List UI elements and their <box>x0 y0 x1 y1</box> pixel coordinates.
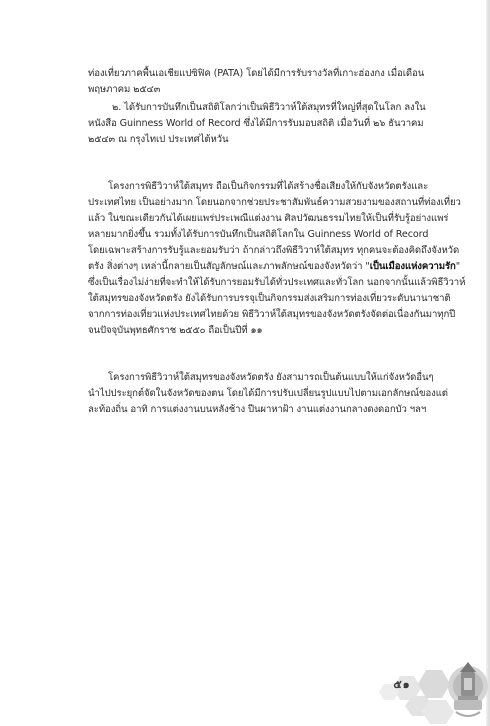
text-line: ละท้องถิ่น อาทิ การแต่งงานบนหลังช้าง ปีนผาหาฝ้า งานแต่งงานกลางดงดอกบัว ฯลฯ <box>88 404 427 415</box>
text-line: จากการท่องเที่ยวแห่งประเทศไทยด้วย พิธีวิวาห์ใต้สมุทรของจังหวัดตรังจัดต่อเนื่องกันมาทุกปี <box>88 309 456 320</box>
text-line: หนังสือ Guinness World of Record ซึ่งได้มีการรับมอบสถิติ เมื่อวันที่ ๒๖ ธันวาคม <box>88 118 424 129</box>
text-line: หลายมากยิ่งขึ้น รวมทั้งได้รับการบันทึกเป็นสถิติโลกใน Guinness World of Record <box>88 229 429 240</box>
footer-emblem-decoration <box>360 640 490 726</box>
text-line: ๒. ได้รับการบันทึกเป็นสถิติโลกว่าเป็นพิธีวิวาห์ใต้สมุทรที่ใหญ่ที่สุดในโลก ลงใน <box>112 102 426 113</box>
text-line: จนปัจจุบันพุทธศักราช ๒๕๕๐ ถือเป็นปีที่ ๑๑ <box>88 325 263 336</box>
text-line: แล้ว ในขณะเดียวกันได้เผยแพร่ประเพณีแต่งงาน ศิลปวัฒนธรรมไทยให้เป็นที่รับรู้อย่างแพร่ <box>88 213 449 224</box>
text-line: นำไปประยุกต์จัดในจังหวัดของตน โดยได้มีการปรับเปลี่ยนรูปแบบไปตามเอกลักษณ์ของแต่ <box>88 388 448 399</box>
page-number: ๕๑ <box>393 678 411 691</box>
text-line: โดยเฉพาะสร้างการรับรู้และยอมรับว่า ถ้ากล่าวถึงพิธีวิวาห์ใต้สมุทร ทุกคนจะต้องคิดถึงจังหวัด <box>88 245 460 256</box>
text-line: โครงการพิธีวิวาห์ใต้สมุทรของจังหวัดตรัง ยังสามารถเป็นต้นแบบให้แก่จังหวัดอื่นๆ <box>108 372 434 383</box>
text-line: ประเทศไทย เป็นอย่างมาก โดยนอกจากช่วยประชาสัมพันธ์ความสวยงามของสถานที่ท่องเที่ยว <box>88 197 461 208</box>
text-line: ตรัง สิ่งต่างๆ เหล่านี้กลายเป็นสัญลักษณ์และภาพลักษณ์ของจังหวัดว่า "เป็นเมืองแห่งความรัก" <box>88 261 461 272</box>
text-line: โครงการพิธีวิวาห์ใต้สมุทร ถือเป็นกิจกรรมที่ได้สร้างชื่อเสียงให้กับจังหวัดตรังและ <box>108 181 429 192</box>
text-line: ๒๕๔๓ ณ กรุงไทเป ประเทศไต้หวัน <box>88 134 229 145</box>
text-line: ท่องเที่ยวภาคพื้นเอเชียแปซิฟิค (PATA) โดยได้มีการรับรางวัลที่เกาะฮ่องกง เมื่อเดือน <box>88 68 425 79</box>
text-segment: ตรัง สิ่งต่างๆ เหล่านี้กลายเป็นสัญลักษณ์และภาพลักษณ์ของจังหวัดว่า <box>88 261 363 272</box>
text-line: พฤษภาคม ๒๕๔๓ <box>88 84 161 95</box>
text-line: ซึ่งเป็นเรื่องไม่ง่ายที่จะทำให้ได้รับการยอมรับได้ทั่วประเทศและทั่วโลก นอกจากนั้นแล้วพิธีวิวาห์ <box>88 277 466 288</box>
text-line: ใต้สมุทรของจังหวัดตรัง ยังได้รับการบรรจุเป็นกิจกรรมส่งเสริมการท่องเที่ยวระดับนานาชาติ <box>88 293 451 304</box>
page-edge <box>486 0 490 726</box>
highlight-phrase: เป็นเมืองแห่งความรัก <box>369 261 456 272</box>
